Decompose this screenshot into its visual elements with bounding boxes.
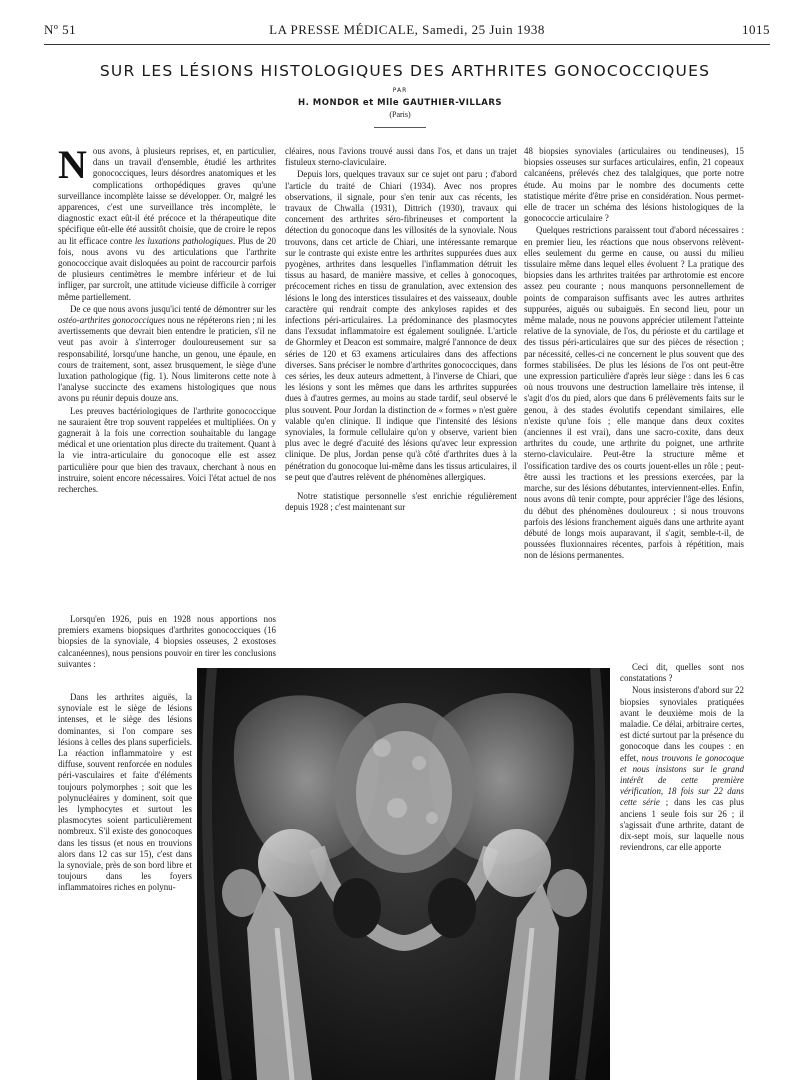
paragraph: Quelques restrictions paraissent tout d'abord nécessaires : en premier lieu, les réactions que nous observons relèvent-elles seulement du germe en cause, ou aussi du milieu tissulaire même dans lequel elles évoluent ? La pratique des biopsies dans les arthrites traitées par arthrotomie est encore assez peu courante ; nous manquons personnellement de points de comparaison suffisants avec les autres arthrites suppurées, aiguës ou subaiguës. En second lieu, pour un même malade, nous ne pouvons apprécier utilement l'atteinte relative de la synoviale, de l'os, du périoste et du cartilage et des tissus péri-articulaires que sur des pièces de résection ; par nécessité, celles-ci ne concernent le plus souvent que des formes stabilisées. De plus les lésions de l'os ont peut-être une expression particulière d'après leur siège : dans les 6 cas où nous trouvons une destruction lamellaire très intense, il s'agit d'os du pied, alors que dans 6 prélèvements faits sur le genou, à des stades évolutifs cependant similaires, elle n'existe qu'une fois ; elle manque dans deux coxites (anciennes il est vrai), dans une sacro-coxite, dans deux arthrites du coude, une arthrite du poignet, une arthrite sterno-claviculaire. Peut-être la structure même et l'ossification tardive des os courts jouent-elles un rôle ; peut-être aussi les tractions et les pressions exercées, par la marche, sur des lésions débutantes, interviennent-elles. Enfin, nous avons dû tenir compte, pour apprécier l'âge des lésions, du début des phénomènes douloureux ; si nous trouvons parfois des lésions franchement aiguës dans une arthrite ayant débuté de longs mois auparavant, il s'agit, semble-t-il, de poussées fluxionnaires récentes, parfois à répétition, mais non de lésions permanentes. [524, 225, 744, 561]
title-divider [374, 127, 426, 128]
paragraph: Nous avons, à plusieurs reprises, et, en particulier, dans un travail d'ensemble, étudié les arthrites gonococciques, leurs désordres anatomiques et les complications orthopédiques graves qu'une surveillance incomplète laisse se développer. Or, malgré les apparences, c'est une surveillance très incomplète, le diagnostic exact eût-il été précoce et la thérapeutique dite spécifique eût-elle été aussitôt choisie, que de croire le repos au lit efficace contre les luxations pathologiques. Plus de 20 fois, nous avons vu des articulations que l'arthrite gonococcique avait disloquées au point de raccourcir parfois de plusieurs centimètres le membre inférieur et de lui infliger, par surcroît, une attitude vicieuse difficile à corriger même partiellement. [58, 146, 276, 302]
column-1-beside-figure [58, 692, 192, 1076]
paragraph: Depuis lors, quelques travaux sur ce sujet ont paru ; d'abord l'article du traité de Chiari (1934). Avec nos propres observations, il signale, pour s'en tenir aux cas récents, les travaux de Chwalla (1931), Dittrich (1930), travaux qui concernent des arthrites séro-fibrineuses et comportent la détection du gonocoque dans les villosités de la synoviale. Nous trouvons, dans cet article de Chiari, une intéressante remarque sur le contraste qui existe entre les arthrites suppurées dues aux pyogènes, arthrites dans lesquelles l'inflammation détruit les tissus au hasard, de manière massive, et celles à gonocoques, précocement riches en tissu de granulation, avec extension des lésions le long des interstices tissulaires et des vaisseaux, double caractère qui rendrait compte des ankyloses rapides et des infections péri-articulaires. La prédominance des plasmocytes dans l'exsudat inflammatoire est également soulignée. L'article de Ghormley et Deacon est sommaire, malgré l'annonce de deux séries de 120 et 63 examens articulaires dans des affections diverses. Sans préciser le nombre d'arthrites gonococciques, dans ces séries, les deux auteurs admettent, à l'inverse de Chiari, que les lésions y sont les mêmes que dans les arthrites suppurées dues à d'autres germes, au moins au stade tardif, seul observé le plus souvent. Pour Jordan la distinction de « formes » n'est guère valable qu'en clinique. Il indique que l'intensité des lésions synoviales, la formule cellulaire qu'on y observe, varient bien plus avec le degré d'acuité des lésions qu'avec leur expression clinique. De plus, Jordan pense qu'à côté d'arthrites dues à la pénétration du gonocoque lui-même dans les tissus articulaires, il se peut que d'autres relèvent de phénomènes allergiques. [285, 169, 517, 482]
running-head [44, 22, 770, 44]
paragraph: Dans les arthrites aiguës, la synoviale est le siège de lésions intenses, et le siège des lésions dominantes, si l'on compare ses lésions à celles des plans superficiels. La réaction inflammatoire y est diffuse, souvent renforcée en nodules péri-vasculaires et faite d'éléments toujours polymorphes ; soit que les polynucléaires y dominent, soit que les lymphocytes et surtout les plasmocytes soient particulièrement nombreux. S'il existe des gonocoques dans les tissus (et nous en trouvions alors dans 12 cas sur 15), c'est dans la synoviale, près de son bord libre et toujours dans les foyers inflammatoires riches en polynu- [58, 692, 192, 893]
paragraph: Ceci dit, quelles sont nos constatations ? [620, 662, 744, 684]
paragraph: Nous insisterons d'abord sur 22 biopsies synoviales pratiquées avant le deuxième mois de la maladie. Ce délai, arbitraire certes, est dicté surtout par la présence du gonocoque dans les coupes : en effet, nous trouvons le gonocoque et nous insistons sur le grand intérêt de cette première vérification, 18 fois sur 22 dans cette série ; dans les cas plus anciens 1 seule fois sur 26 ; il s'agissait d'une arthrite, datant de dix-sept mois, sur laquelle nous reviendrons, car elle apporte [620, 685, 744, 853]
byline-par: PAR [392, 87, 408, 94]
article-authors: H. MONDOR et Mlle GAUTHIER-VILLARS [297, 98, 503, 108]
paragraph: 48 biopsies synoviales (articulaires ou tendineuses), 15 biopsies osseuses sur surfaces articulaires, enfin, 21 copeaux calcanéens, prélevés chez des talalgiques, que porte notre étude. Au moins par le nombre des documents cette statistique mérite d'être prise en considération. Nous permet-elle de tracer un schéma des lésions histologiques de la gonococcie articulaire ? [524, 146, 744, 224]
journal-title-date: LA PRESSE MÉDICALE, Samedi, 25 Juin 1938 [269, 22, 545, 37]
page-number: 1015 [742, 22, 770, 37]
column-3-upper [524, 146, 744, 658]
author-location: (Paris) [389, 110, 411, 119]
paragraph: Les preuves bactériologiques de l'arthrite gonococcique ne sauraient être trop souvent rappelées et multipliées. On y gagnerait à la fois une correction souhaitable du langage médical et une orientation plus directe du traitement. Quant à la vie intra-articulaire du gonocoque elle est assez particulière pour que bien des travaux, cherchant à nous en instruire, soient encore nécessaires. Voici l'état actuel de nos recherches. [58, 405, 276, 495]
issue-number: Nº 51 [44, 22, 77, 37]
article-title: SUR LES LÉSIONS HISTOLOGIQUES DES ARTHRITES GONOCOCCIQUES [99, 62, 711, 80]
header-rule [44, 44, 770, 45]
pelvis-radiograph [197, 668, 610, 1080]
dropcap: N [58, 146, 87, 187]
paragraph: De ce que nous avons jusqu'ici tenté de démontrer sur les ostéo-arthrites gonococciques nous ne répéterons rien ; ni les avertissements que devrait bien entendre le praticien, s'il ne veut pas avoir à s'interroger douloureusement sur sa responsabilité, lorsqu'une hanche, un genou, une épaule, en cours de traitement, sont, assez brusquement, le siège d'une luxation pathologique (fig. 1). Nous limiterons cette note à l'analyse succincte des examens histologiques que nous avons pu réunir depuis douze ans. [58, 303, 276, 404]
column-3-beside-figure [620, 662, 744, 1078]
paragraph: Notre statistique personnelle s'est enrichie régulièrement depuis 1928 ; c'est maintenant sur [285, 491, 517, 513]
column-1-upper [58, 146, 276, 608]
xray-figure [197, 668, 610, 1080]
column-2 [285, 146, 517, 658]
paragraph: Lorsqu'en 1926, puis en 1928 nous apportions nos premiers examens biopsiques d'arthrites gonococciques (16 biopsies de la synoviale, 4 biopsies osseuses, 2 exostoses calcanéennes), nous pensions pouvoir en tirer les conclusions suivantes : [58, 614, 276, 669]
paragraph: cléaires, nous l'avions trouvé aussi dans l'os, et dans un trajet fistuleux sterno-claviculaire. [285, 146, 517, 168]
